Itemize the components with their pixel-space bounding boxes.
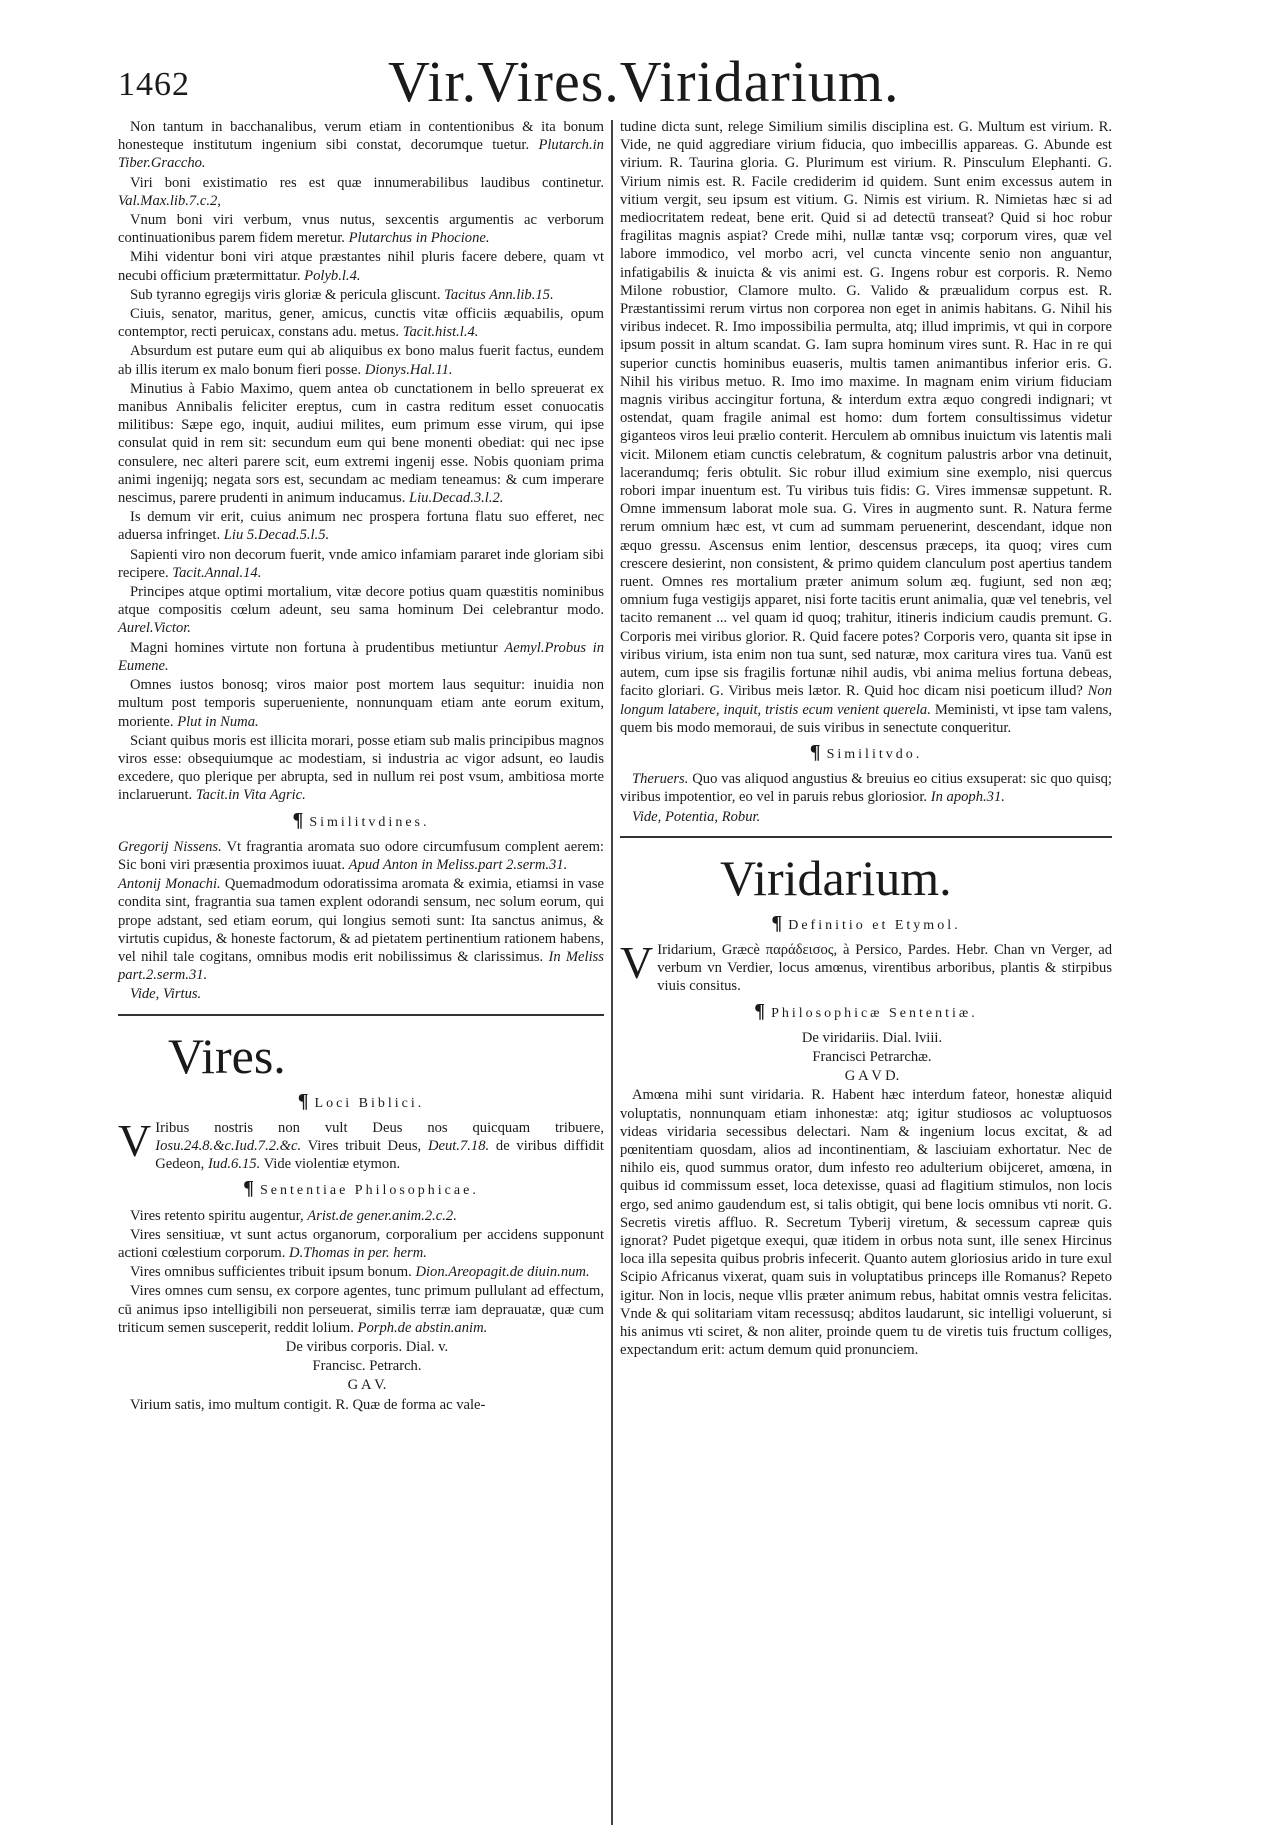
paragraph: Viri boni existimatio res est quæ innumerabilibus laudibus continetur. Val.Max.lib.7.c.2, xyxy=(118,174,604,209)
paragraph: Vires omnibus sufficientes tribuit ipsum bonum. Dion.Areopagit.de diuin.num. xyxy=(130,1264,590,1281)
paragraph: Omnes iustos bonosq; viros maior post mortem laus sequitur: inuidia non multum post temporis superueniente, nonnunquam etiam ante eorum exitum, moriente. Plut in Numa. xyxy=(118,677,604,730)
column-divider xyxy=(611,120,613,1825)
running-head: Vir.Vires.Viridarium. xyxy=(388,49,900,114)
section-heading: ¶ Loci Biblici. xyxy=(297,1089,425,1112)
paragraph: Vires sensitiuæ, vt sunt actus organorum, corporalium per accidens supponunt actioni cœlestium corporum. D.Thomas in per. herm. xyxy=(118,1226,604,1261)
cross-reference: Vide, Potentia, Robur. xyxy=(632,808,761,825)
paragraph: Is demum vir erit, cuius animum nec prospera fortuna flatu suo efferet, nec aduersa infringet. Liu 5.Decad.5.l.5. xyxy=(118,509,604,544)
pilcrow-icon: ¶ xyxy=(809,740,821,763)
entry-title-vires: Vires. xyxy=(168,1027,286,1084)
paragraph: Ciuis, senator, maritus, gener, amicus, cunctis vitæ officiis æquabilis, opum contemptor, recti peruicax, constans adu. metus. Tacit.hist.l.4. xyxy=(118,306,604,341)
right-column xyxy=(620,118,1112,1360)
paragraph: Amœna mihi sunt viridaria. R. Habent hæc interdum fateor, honestæ aliquid voluptatis, nonnunquam etiam inhonestæ: atq; igitur studiosos ac voluptuosos videas viridaria secessibus delectari. Nam & ingenium locus excitat, & ad pœnitentiam quosdam, alios ad incontinentiam, & lasciuiam exhortatur. Nec de nihilo eis, quod summus orator, dum infesto reo adulterium obijceret, amœna, in quibus id commissum esset, loca detexisse, quasi ad flagitium stimulos, non locis ergo, sed animo gaudendum est, si talis obtigit, qui bene locis omnibus vti norit. G. Secretis viretis affluo. R. Secretum Tyberij viretum, & secessum capreæ quis ignorat? Pudet pigetque exequi, quæ itidem in orbus nota sunt, ille senex Hircinus loca illa sepesita quibus probris infecerit. Quanto autem gloriosius arido in ture exul Scipio Africanus vixerat, quam suis in voluptatibus princeps ille Romanus? Repeto igitur. Non in locis, neque vllis præter animum rebus, habitat omnis vestra felicitas. Vnde & qui solitariam vitam recessusq; abditos laudarunt, sic intelligi voluerunt, si his animus vti sciret, & non aliter, proinde quem tu de viretis tuis fructum colliges, expectandum erit: actum demum quid pronunciem. xyxy=(620,1087,1112,1359)
section-heading: ¶ Definitio et Etymol. xyxy=(771,911,961,934)
page-header xyxy=(118,48,1118,128)
pilcrow-icon: ¶ xyxy=(292,808,304,831)
paragraph: Sciant quibus moris est illicita morari, posse etiam sub malis principibus magnos viros esse: obsequiumque ac modestiam, si industria ac vigor adsunt, eo laudis excedere, quo plerique per abrupta, sed in nullum rei post vsum, ambitiosa morte inclaruerunt. Tacit.in Vita Agric. xyxy=(118,732,604,804)
paragraph: Gregorij Nissens. Vt fragrantia aromata suo odore circumfusum complent aerem: Sic boni viri præsentia proximos iuuat. Apud Anton in Meliss.part 2.serm.31. xyxy=(118,838,604,873)
cross-reference: Vide, Virtus. xyxy=(130,986,202,1003)
dialogue-title: De viribus corporis. Dial. v. xyxy=(285,1338,449,1355)
paragraph: V Iridarium, Græcè παράδεισος, à Persico, Pardes. Hebr. Chan vn Verger, ad verbum vn Verdier, locus amœnus, virentibus arboribus, plantis & stirpibus viuis consitus. xyxy=(620,936,1112,995)
paragraph: Sapienti viro non decorum fuerit, vnde amico infamiam pararet inde gloriam sibi recipere. Tacit.Annal.14. xyxy=(118,546,604,581)
author-line: Francisc. Petrarch. xyxy=(312,1358,422,1375)
page-number: 1462 xyxy=(118,66,190,103)
paragraph: Theruers. Quo vas aliquod angustius & breuius eo citius exsuperat: sic quo quisq; viribus impotentior, eo vel in paruis rebus gloriosior. In apoph.31. xyxy=(620,771,1112,806)
section-heading: ¶ Sententiae Philosophicae. xyxy=(243,1177,479,1200)
paragraph: Vnum boni viri verbum, vnus nutus, sexcentis argumentis ac verborum continuationibus parem fidem meretur. Plutarchus in Phocione. xyxy=(118,212,604,247)
entry-title-viridarium: Viridarium. xyxy=(720,849,952,906)
paragraph: Non tantum in bacchanalibus, verum etiam in contentionibus & ita bonum honesteque institutum ingenium sibi constat, decorumque tuetur. Plutarch.in Tiber.Graccho. xyxy=(118,119,604,172)
author-line: Francisci Petrarchæ. xyxy=(812,1048,932,1065)
paragraph: Virium satis, imo multum contigit. R. Quæ de forma ac vale- xyxy=(130,1396,486,1413)
paragraph: Principes atque optimi mortalium, vitæ decore potius quam quæstitis nominibus atque compositis cœlum adeunt, seu sama hominum Dei celebrantur modo. Aurel.Victor. xyxy=(118,584,604,637)
pilcrow-icon: ¶ xyxy=(243,1177,254,1200)
section-heading: ¶ Similitvdo. xyxy=(809,740,923,763)
speaker-line: G A V. xyxy=(347,1377,387,1394)
paragraph: tudine dicta sunt, relege Similium similis disciplina est. G. Multum est virium. R. Vide, ne quid aggrediare virium fiducia, quo imbecillis appareas. G. Abunde est virium. R. Taurina gloria. G. Plurimum est virium. R. Pinsculum Elephanti. G. Virium nimis est. R. Facile crediderim id quidem. Sunt enim excessus autem in vitium vergit, seu ipsum est vitium. G. Nimis est virium. R. Nimietas hæc si ad mediocritatem redeat, bene erit. Quid si ad detectū transeat? Quid si hoc robur fragilitas magnis aspiat? Crede mihi, nullæ tantæ vsq; corporum vires, quæ vel labore immodico, vel morbo acri, vel cuncta vincente senio non anguantur, infatigabilis & inuicta & vis animi est. G. Ingens robur est corporis. R. Nemo Milone robustior, Clamore multo. G. Valido & præualidum corpus est. R. Præstantissimi rerum virtus non corporea non eget in animis habitans. G. Nihil his viribus indecet. R. Imo impossibilia permulta, atq; illud imprimis, vt qui in corpore ipsum possit in altum scandat. G. Iam supra hominum vires sunt. R. Hac in re qui superior cunctis hominibus euaseris, multis tamen animantibus inferior eris. G. Nihil his viribus metuo. R. Imo imo maxime. In magnam enim virium fiduciam magnis viribus accingitur fortuna, & interdum extra æquo congredi indignari; vt ostendat, quam fragile animal est homo: dum fortem consultissimus videtur giganteos viros leui prælio conterit. Herculem ab omnibus inuictum vis latentis mali vicit. Milonem etiam cunctis celebratum, & cognitum palustris arbor vna detinuit, lacerandumq; feris obtulit. Sic robur illud eximium sine exemplo, nisi quercus robori impar inuentum est. Tu viribus tuis fidis: G. Vires immensæ suppetunt. R. Omne immensum laborat mole sua. G. Vires in augmento sunt. R. Natura ferme rerum omnium hæc est, vt cum ad summam peruenerint, descendant, idque non æquo gressu. Ascensus enim lentior, descensus præceps, ita quoq; vires cum crescere desierint, non consistent, & primo quidem clanculum post apertius tandem ruent. Omnes res mortalium præter animum solum æq. fugiunt, sed non æq; omnium fuga vestigijs apparet, nisi forte tacitis erunt animalia, quæ vel tenebris, vel tacito remanent ... vel quam id quoq; trahitur, itineris indicium caudis premunt. G. Corporis mei viribus glorior. R. Quid facere potes? Corporis vero, quanta sit ipse in viribus virium, ista enim non tua sunt, sed naturæ, mox caritura vires tua. Vanū est autem, cum ipse sis fragilis fortunæ nihil audis, vbi anima melius fortuna debeas, facito gloriari. G. Viribus meis lætor. R. Quid hoc dicam nisi poeticum illud? Non longum latabere, inquit, tristis ecum venient querela. Meministi, vt ipse tam valens, quem bis modo memoraui, de suis viribus in senectute conqueritur. xyxy=(620,119,1112,736)
drop-cap: V xyxy=(118,1114,152,1166)
paragraph: Magni homines virtute non fortuna à prudentibus metiuntur Aemyl.Probus in Eumene. xyxy=(118,639,605,674)
speaker-line: G A V D. xyxy=(844,1068,900,1085)
paragraph: Vires retento spiritu augentur, Arist.de gener.anim.2.c.2. xyxy=(130,1207,457,1224)
section-rule xyxy=(620,836,1112,838)
paragraph: V Iribus nostris non vult Deus nos quicquam tribuere, Iosu.24.8.&c.Iud.7.2.&c. Vires tribuit Deus, Deut.7.18. de viribus diffidit Gedeon, Iud.6.15. Vide violentiæ etymon. xyxy=(118,1114,604,1173)
section-heading: ¶ Similitvdines. xyxy=(292,808,430,831)
pilcrow-icon: ¶ xyxy=(754,999,766,1022)
paragraph: Absurdum est putare eum qui ab aliquibus ex bono malus fuerit factus, eundem ab illis iterum ex malo bonum fieri posse. Dionys.Hal.11. xyxy=(118,343,604,378)
paragraph: Mihi videntur boni viri atque præstantes nihil pluris facere debere, quam vt necubi officium prætermittatur. Polyb.l.4. xyxy=(118,249,604,284)
dialogue-title: De viridariis. Dial. lviii. xyxy=(801,1029,943,1046)
pilcrow-icon: ¶ xyxy=(771,911,783,934)
section-heading: ¶ Philosophicæ Sententiæ. xyxy=(754,999,978,1022)
section-rule xyxy=(118,1014,604,1016)
paragraph: Sub tyranno egregijs viris gloriæ & pericula gliscunt. Tacitus Ann.lib.15. xyxy=(130,286,554,303)
paragraph: Antonij Monachi. Quemadmodum odoratissima aromata & eximia, etiamsi in vase condita sint, fragrantia sua tamen explent odorandi sensum, nec solum eorum, qui prope adstant, sed etiam eorum, qui longius semoti sunt: Ita sanctus animus, & virtutis cupidus, & honeste factorum, & ad pietatem pertinentium rationem habens, vel nihil tale cogitans, omnibus modis erit nobilissimus & clarissimus. In Meliss part.2.serm.31. xyxy=(118,876,604,984)
pilcrow-icon: ¶ xyxy=(297,1089,309,1112)
drop-cap: V xyxy=(620,936,654,988)
paragraph: Minutius à Fabio Maximo, quem antea ob cunctationem in bello spreuerat ex manibus Annibalis feliciter ereptus, cum in castra reditum esset conuocatis militibus: Sæpe ego, inquit, audiui milites, eum primum esse virum, qui ipse consulat quid in rem sit: secundum eum qui bene monenti obediat: qui nec ipse consulere, nec alteri parere scit, eum extremi ingenij esse. Nobis quoniam prima animi ingenijq; negata sors est, secundam ac mediam teneamus: & cum imperare nescimus, parere prudenti in animum inducamus. Liu.Decad.3.l.2. xyxy=(118,380,604,507)
left-column xyxy=(118,118,604,1415)
paragraph: Vires omnes cum sensu, ex corpore agentes, tunc primum pullulant ad effectum, cū animus ipso intelligibili non perseuerat, similis terræ iam deprauatæ, quæ cum triticum semen susceperit, reddit lolium. Porph.de abstin.anim. xyxy=(118,1283,604,1336)
